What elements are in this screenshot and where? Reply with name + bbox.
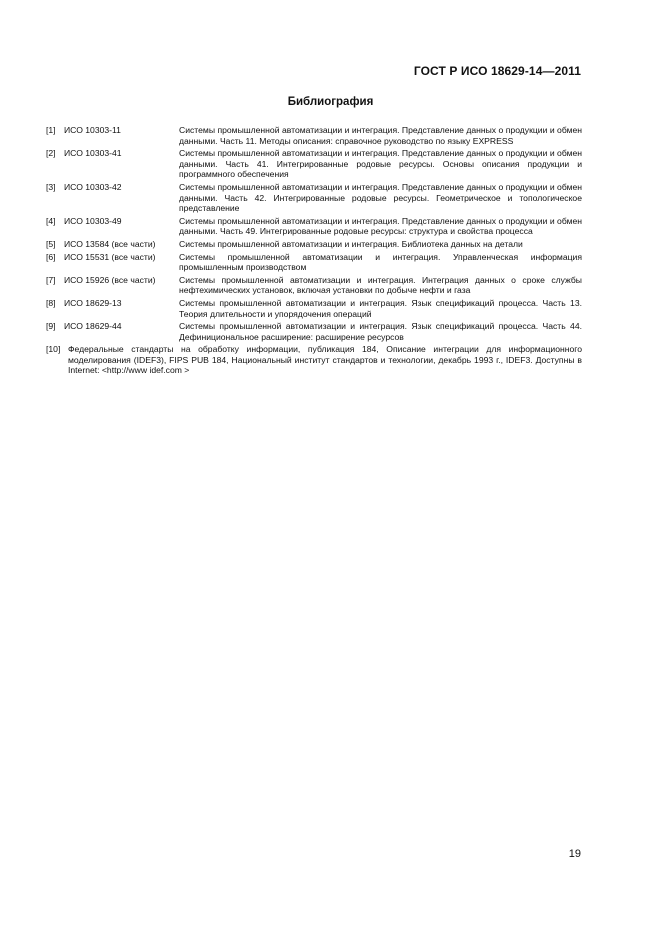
entry-text: Федеральные стандарты на обработку информации, публикация 184, Описание интеграции для информационного моделирования (IDEF3), FIPS PUB 184, Национальный институт стандартов и технологии, декабрь 1993 г., IDEF3. Доступны в Internet: <http://www idef.com > [68, 344, 582, 376]
entry-reference: ИСО 10303-11 [64, 125, 121, 135]
bibliography-list [46, 125, 582, 378]
bibliography-entry-8 [46, 298, 582, 319]
page-title: Библиография [287, 96, 374, 108]
entry-text: Системы промышленной автоматизации и интеграция. Представление данных о продукции и обмен данными. Часть 49. Интегрированные родовые ресурсы: структура и свойства процесса [179, 215, 582, 237]
bibliography-entry-4 [46, 216, 582, 237]
entry-text: Системы промышленной автоматизации и интеграция. Язык спецификаций процесса. Часть 13. Теория длительности и упорядочения операций [179, 297, 582, 319]
bibliography-entry-10 [46, 344, 582, 376]
bibliography-entry-9 [46, 321, 582, 342]
entry-reference: ИСО 10303-41 [64, 148, 122, 159]
entry-reference: ИСО 18629-13 [64, 297, 122, 308]
entry-text: Системы промышленной автоматизации и интеграция. Представление данных о продукции и обмен данными. Часть 41. Интегрированные родовые ресурсы. Основы описания продукции и программного обеспечения [179, 148, 582, 180]
entry-number: [7] [46, 274, 56, 285]
entry-reference: ИСО 10303-49 [64, 215, 122, 226]
entry-text: Системы промышленной автоматизации и интеграция. Интеграция данных о сроке службы нефтехимических установок, включая установки по добыче нефти и газа [179, 274, 582, 296]
entry-text: Системы промышленной автоматизации и интеграция. Библиотека данных на детали [179, 238, 523, 249]
entry-text: Системы промышленной автоматизации и интеграция. Управленческая информация промышленным производством [179, 251, 582, 273]
entry-text: Системы промышленной автоматизации и интеграция. Представление данных о продукции и обмен данными. Часть 42. Интегрированные родовые ресурсы. Геометрическое и топологическое представление [179, 181, 582, 214]
entry-number: [5] [46, 238, 56, 249]
entry-number: [6] [46, 251, 56, 262]
entry-reference: ИСО 13584 (все части) [64, 238, 156, 249]
entry-number: [3] [46, 181, 56, 192]
document-standard-header: ГОСТ Р ИСО 18629-14—2011 [413, 64, 581, 78]
entry-number: [9] [46, 321, 56, 332]
entry-reference: ИСО 15531 (все части) [64, 251, 156, 262]
entry-number: [1] [46, 125, 56, 135]
page-number: 19 [568, 848, 581, 860]
entry-reference: ИСО 18629-44 [64, 321, 122, 332]
bibliography-entry-6 [46, 252, 582, 273]
bibliography-entry-2 [46, 148, 582, 180]
entry-number: [8] [46, 297, 56, 308]
entry-text: Системы промышленной автоматизации и интеграция. Язык спецификаций процесса. Часть 44. Дефинициональное расширение: расширение ресурсов [179, 321, 582, 342]
bibliography-entry-3 [46, 182, 582, 214]
entry-text: Системы промышленной автоматизации и интеграция. Представление данных о продукции и обмен данными. Часть 11. Методы описания: справочное руководство по языку EXPRESS [179, 125, 582, 146]
entry-number: [10] [46, 344, 61, 355]
bibliography-entry-1 [46, 125, 582, 146]
bibliography-entry-7 [46, 275, 582, 296]
entry-number: [4] [46, 215, 56, 226]
entry-reference: ИСО 15926 (все части) [64, 274, 156, 285]
entry-number: [2] [46, 148, 56, 159]
entry-reference: ИСО 10303-42 [64, 181, 122, 192]
bibliography-entry-5 [46, 239, 582, 250]
